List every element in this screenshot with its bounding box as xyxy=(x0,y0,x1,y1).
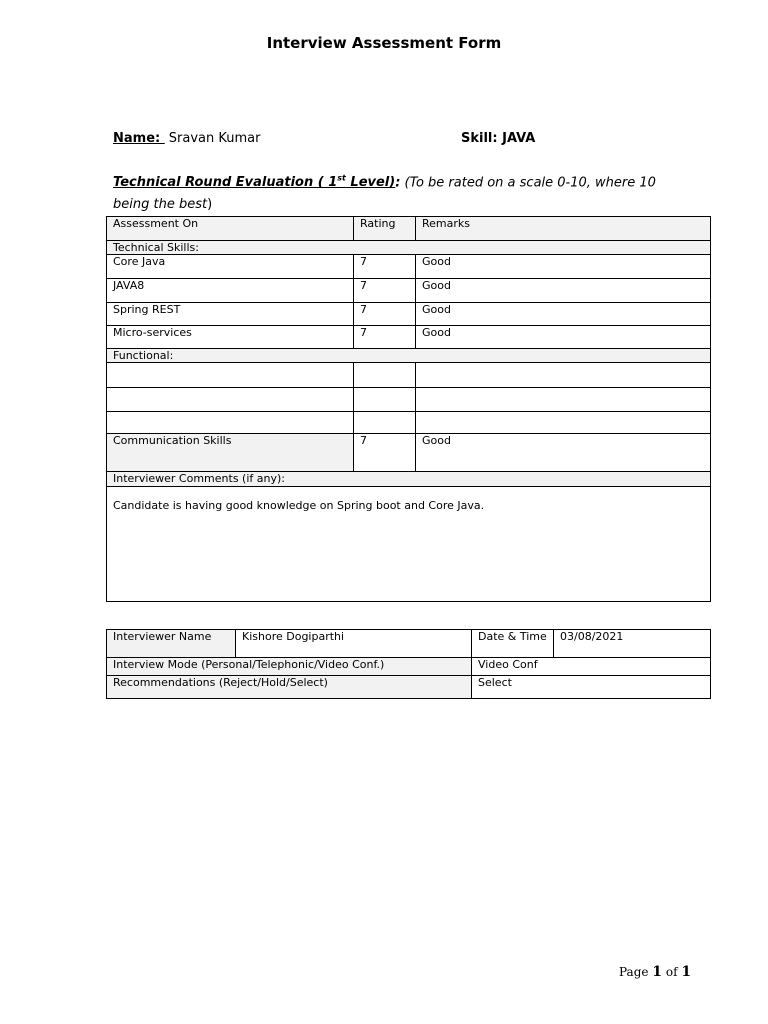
interview-mode-label: Interview Mode (Personal/Telephonic/Video Conf.) xyxy=(107,658,472,676)
comments-label: Interviewer Comments (if any): xyxy=(107,472,711,487)
header-remarks: Remarks xyxy=(416,217,711,241)
table-row xyxy=(107,434,711,472)
name-label: Name: xyxy=(113,131,165,146)
skill-cell: Communication Skills xyxy=(107,434,354,472)
rating-cell xyxy=(354,363,416,388)
datetime-label: Date & Time xyxy=(472,630,554,658)
of-word: of xyxy=(662,965,682,979)
skill-cell: Core Java xyxy=(107,255,354,279)
rating-cell xyxy=(354,388,416,412)
page-number: 1 xyxy=(652,964,663,980)
functional-label: Functional: xyxy=(107,349,711,363)
table-row-empty xyxy=(107,388,711,412)
remarks-cell: Good xyxy=(416,326,711,349)
table-row xyxy=(107,326,711,349)
page-footer xyxy=(619,964,691,980)
evaluation-note: (To be rated on a scale 0-10, where 10 being the best xyxy=(113,175,656,213)
rating-cell: 7 xyxy=(354,434,416,472)
rating-cell xyxy=(354,412,416,434)
skill-cell: JAVA8 xyxy=(107,279,354,303)
remarks-cell: Good xyxy=(416,303,711,326)
rating-cell: 7 xyxy=(354,255,416,279)
remarks-cell: Good xyxy=(416,434,711,472)
header-rating: Rating xyxy=(354,217,416,241)
candidate-name xyxy=(113,131,260,146)
form-title: Interview Assessment Form xyxy=(266,34,502,52)
comments-row xyxy=(107,487,711,602)
remarks-cell xyxy=(416,363,711,388)
rating-cell: 7 xyxy=(354,326,416,349)
table-row-empty xyxy=(107,363,711,388)
recommendation-value: Select xyxy=(472,676,711,699)
table-row xyxy=(107,303,711,326)
recommendation-label: Recommendations (Reject/Hold/Select) xyxy=(107,676,472,699)
remarks-cell xyxy=(416,388,711,412)
datetime-value: 03/08/2021 xyxy=(554,630,711,658)
table-header-row xyxy=(107,217,711,241)
interviewer-name-value: Kishore Dogiparthi xyxy=(236,630,472,658)
skill-cell xyxy=(107,412,354,434)
skill-cell: Micro-services xyxy=(107,326,354,349)
table-row xyxy=(107,255,711,279)
rating-cell: 7 xyxy=(354,303,416,326)
section-row xyxy=(107,472,711,487)
table-row xyxy=(107,279,711,303)
table-row-empty xyxy=(107,412,711,434)
evaluation-title-a: Technical Round Evaluation ( 1 xyxy=(113,175,338,191)
section-row xyxy=(107,241,711,255)
header-assessment: Assessment On xyxy=(107,217,354,241)
page-total: 1 xyxy=(681,964,692,980)
interview-mode-value: Video Conf xyxy=(472,658,711,676)
evaluation-title-sup: st xyxy=(337,174,346,183)
evaluation-title-b: Level) xyxy=(345,175,396,191)
interviewer-name-label: Interviewer Name xyxy=(107,630,236,658)
remarks-cell xyxy=(416,412,711,434)
comments-text: Candidate is having good knowledge on Spring boot and Core Java. xyxy=(107,487,711,602)
evaluation-note-end: ) xyxy=(207,197,213,213)
page-word: Page xyxy=(619,965,653,979)
table-row xyxy=(107,658,711,676)
remarks-cell: Good xyxy=(416,255,711,279)
table-row xyxy=(107,630,711,658)
interview-details-table xyxy=(106,629,711,699)
assessment-table xyxy=(106,216,711,602)
table-row xyxy=(107,676,711,699)
evaluation-colon: : xyxy=(395,175,401,191)
technical-skills-label: Technical Skills: xyxy=(107,241,711,255)
rating-cell: 7 xyxy=(354,279,416,303)
name-value: Sravan Kumar xyxy=(168,131,261,146)
skill-cell: Spring REST xyxy=(107,303,354,326)
evaluation-heading xyxy=(113,168,673,216)
section-row xyxy=(107,349,711,363)
skill-cell xyxy=(107,363,354,388)
remarks-cell: Good xyxy=(416,279,711,303)
evaluation-title xyxy=(113,175,395,190)
skill-label: Skill: JAVA xyxy=(461,131,536,146)
skill-cell xyxy=(107,388,354,412)
